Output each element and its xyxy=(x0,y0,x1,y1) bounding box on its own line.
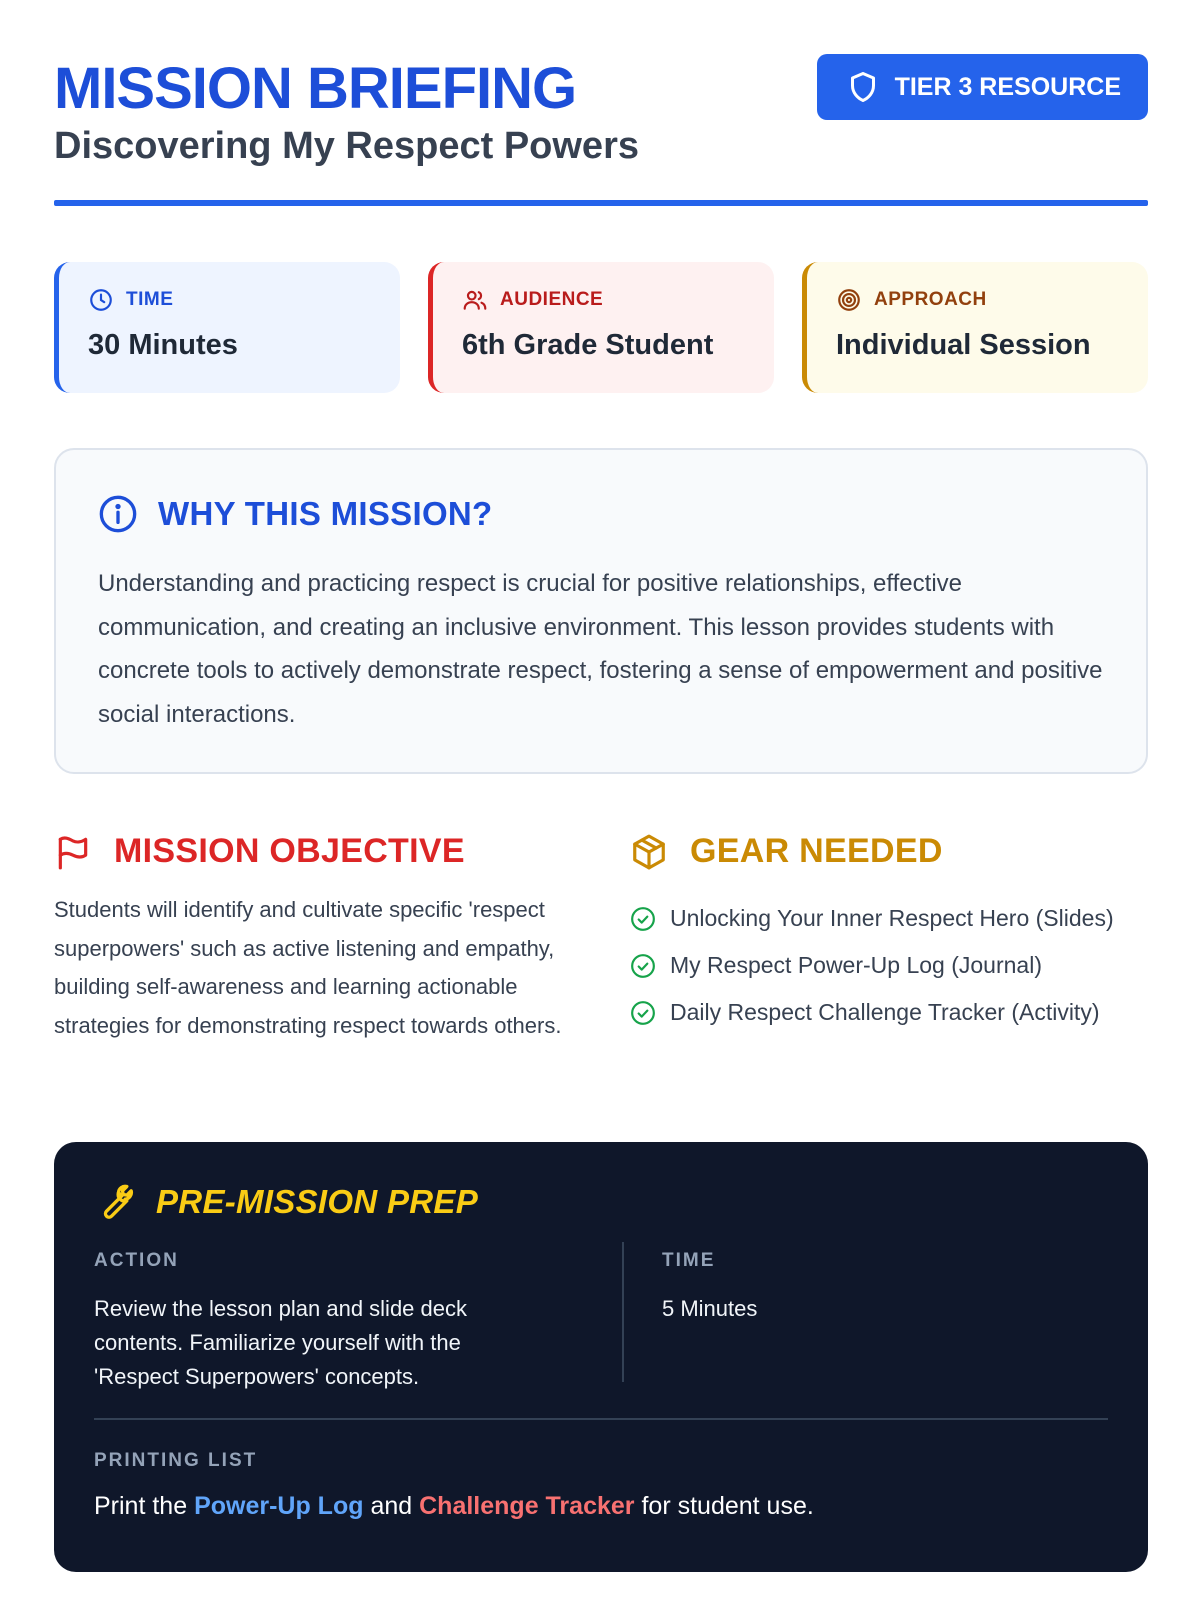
printing-list-text xyxy=(94,1492,1108,1521)
gear-title: GEAR NEEDED xyxy=(690,832,943,870)
prep-title: PRE-MISSION PREP xyxy=(156,1183,479,1220)
prep-time-text: 5 Minutes xyxy=(662,1296,758,1321)
approach-card-value: Individual Session xyxy=(836,329,1091,361)
check-circle-icon xyxy=(630,1000,656,1026)
page-title: MISSION BRIEFING xyxy=(54,56,577,121)
pre-mission-prep-panel xyxy=(54,1142,1148,1572)
print-middle: and xyxy=(370,1492,413,1520)
gear-list xyxy=(630,895,1148,1036)
info-icon xyxy=(98,494,138,534)
audience-card-header xyxy=(462,287,774,313)
gear-item-label: Daily Respect Challenge Tracker (Activity) xyxy=(670,999,1100,1025)
print-prefix: Print the xyxy=(94,1492,188,1520)
shield-icon xyxy=(845,69,881,105)
list-item xyxy=(630,942,1148,989)
why-text: Understanding and practicing respect is crucial for positive relationships, effective communication, and creating an inclusive environment. This lesson provides students with concrete tools to actively demonstrate respect, fostering a sense of empowerment and positive social interactions. xyxy=(98,570,1103,728)
gear-needed-section xyxy=(630,832,1148,1036)
wrench-icon xyxy=(94,1182,134,1222)
gear-header xyxy=(630,832,1148,871)
objective-header xyxy=(54,832,574,871)
prep-divider xyxy=(94,1418,1108,1420)
why-title: WHY THIS MISSION? xyxy=(158,495,493,532)
info-cards xyxy=(54,262,1148,393)
print-item-power-up-log: Power-Up Log xyxy=(194,1492,364,1520)
prep-time-column xyxy=(662,1250,1062,1326)
audience-card-value: 6th Grade Student xyxy=(462,329,714,361)
approach-card-label: APPROACH xyxy=(874,289,987,310)
flag-icon xyxy=(54,833,92,871)
gear-item-label: Unlocking Your Inner Respect Hero (Slides) xyxy=(670,905,1114,931)
time-card xyxy=(54,262,400,393)
why-this-mission-box xyxy=(54,448,1148,774)
page-subtitle: Discovering My Respect Powers xyxy=(54,125,639,167)
prep-header xyxy=(94,1182,1108,1222)
check-circle-icon xyxy=(630,953,656,979)
mission-objective-section xyxy=(54,832,574,1045)
time-card-value: 30 Minutes xyxy=(88,329,238,361)
tier-badge-label: TIER 3 RESOURCE xyxy=(894,72,1121,101)
prep-action-column xyxy=(94,1250,514,1394)
audience-card-label: AUDIENCE xyxy=(500,289,604,310)
prep-action-label: ACTION xyxy=(94,1250,179,1271)
header xyxy=(54,0,1148,207)
users-icon xyxy=(462,287,488,313)
time-card-header xyxy=(88,287,400,313)
print-item-challenge-tracker: Challenge Tracker xyxy=(419,1492,635,1520)
package-icon xyxy=(630,833,668,871)
prep-column-divider xyxy=(622,1242,624,1382)
mission-briefing-page xyxy=(54,0,1148,1520)
prep-grid xyxy=(94,1250,1108,1390)
list-item xyxy=(630,989,1148,1036)
gear-item-label: My Respect Power-Up Log (Journal) xyxy=(670,952,1042,978)
approach-card xyxy=(802,262,1148,393)
header-divider xyxy=(54,200,1148,206)
prep-time-label: TIME xyxy=(662,1250,716,1271)
prep-action-text: Review the lesson plan and slide deck contents. Familiarize yourself with the 'Respect Superpowers' concepts. xyxy=(94,1296,468,1389)
target-icon xyxy=(836,287,862,313)
approach-card-header xyxy=(836,287,1148,313)
time-card-label: TIME xyxy=(126,289,174,310)
audience-card xyxy=(428,262,774,393)
objective-title: MISSION OBJECTIVE xyxy=(114,832,465,870)
objective-text: Students will identify and cultivate specific 'respect superpowers' such as active listening and empathy, building self-awareness and learning actionable strategies for demonstrating respect towards others. xyxy=(54,897,562,1038)
list-item xyxy=(630,895,1148,942)
printing-list-label: PRINTING LIST xyxy=(94,1450,258,1471)
print-suffix: for student use. xyxy=(641,1492,814,1520)
why-header xyxy=(98,494,1104,534)
clock-icon xyxy=(88,287,114,313)
tier-badge xyxy=(817,54,1148,120)
check-circle-icon xyxy=(630,906,656,932)
